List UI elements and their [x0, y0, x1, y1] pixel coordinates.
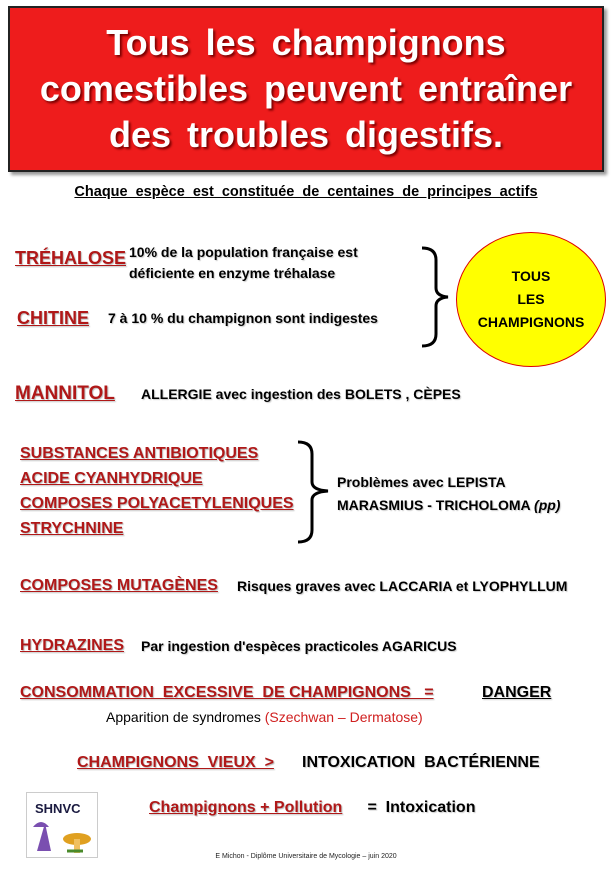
substance-item: STRYCHNINE — [20, 520, 124, 537]
syndromes-detail: (Szechwan – Dermatose) — [264, 709, 423, 725]
substances-text-line-1: Problèmes avec LEPISTA — [337, 474, 506, 490]
substances-text — [337, 471, 560, 517]
pollution-label: Champignons + Pollution — [149, 799, 343, 816]
pp-note: (pp) — [534, 497, 561, 513]
trehalose-label: TRÉHALOSE — [15, 248, 127, 268]
pollution-eq: = Intoxication — [363, 799, 476, 816]
trehalose-text-line-1: 10% de la population française est — [129, 244, 358, 260]
circle-line-3: CHAMPIGNONS — [477, 314, 585, 330]
banner-line-3: des troubles digestifs. — [108, 114, 504, 155]
circle-line-1: TOUS — [511, 268, 551, 284]
mutagenes-label: COMPOSES MUTAGÈNES — [20, 577, 218, 594]
banner-line-2: comestibles peuvent entraîner — [39, 68, 573, 109]
vieux-text: INTOXICATION BACTÉRIENNE — [302, 754, 540, 771]
trehalose-text-line-2: déficiente en enzyme tréhalase — [129, 265, 336, 281]
mannitol-label: MANNITOL — [15, 383, 115, 404]
substances-list — [20, 441, 294, 541]
syndromes-line — [106, 709, 423, 725]
title-banner — [8, 6, 604, 172]
chitine-text: 7 à 10 % du champignon sont indigestes — [108, 310, 378, 326]
circle-line-2: LES — [517, 291, 545, 307]
consommation-label: CONSOMMATION EXCESSIVE DE CHAMPIGNONS = — [20, 684, 434, 701]
brace-icon — [294, 438, 334, 546]
substances-text-line-2 — [337, 494, 560, 517]
substance-item: COMPOSES POLYACETYLENIQUES — [20, 495, 294, 512]
shnvc-logo — [26, 792, 98, 858]
substance-item: ACIDE CYANHYDRIQUE — [20, 470, 203, 487]
mannitol-text: ALLERGIE avec ingestion des BOLETS , CÈPES — [141, 386, 461, 402]
banner-line-1: Tous les champignons — [106, 22, 506, 63]
vieux-label: CHAMPIGNONS VIEUX > — [77, 754, 274, 771]
mutagenes-text: Risques graves avec LACCARIA et LYOPHYLLUM — [237, 578, 568, 594]
tous-les-champignons-circle — [456, 232, 606, 367]
danger-text: DANGER — [482, 684, 552, 701]
footer-credit: E Michon - Diplôme Universitaire de Mycologie – juin 2020 — [215, 853, 397, 860]
substances-genera: MARASMIUS - TRICHOLOMA — [337, 497, 531, 513]
hydrazines-label: HYDRAZINES — [20, 637, 125, 654]
syndromes-text: Apparition de syndromes — [106, 709, 261, 725]
banner-title — [40, 20, 572, 158]
logo-text: SHNVC — [35, 801, 81, 816]
subtitle: Chaque espèce est constituée de centaines de principes actifs — [74, 184, 538, 200]
trehalose-text — [129, 242, 358, 284]
brace-icon — [418, 244, 454, 350]
substance-item: SUBSTANCES ANTIBIOTIQUES — [20, 445, 259, 462]
chitine-label: CHITINE — [17, 308, 89, 328]
hydrazines-text: Par ingestion d'espèces practicoles AGARICUS — [141, 638, 457, 654]
